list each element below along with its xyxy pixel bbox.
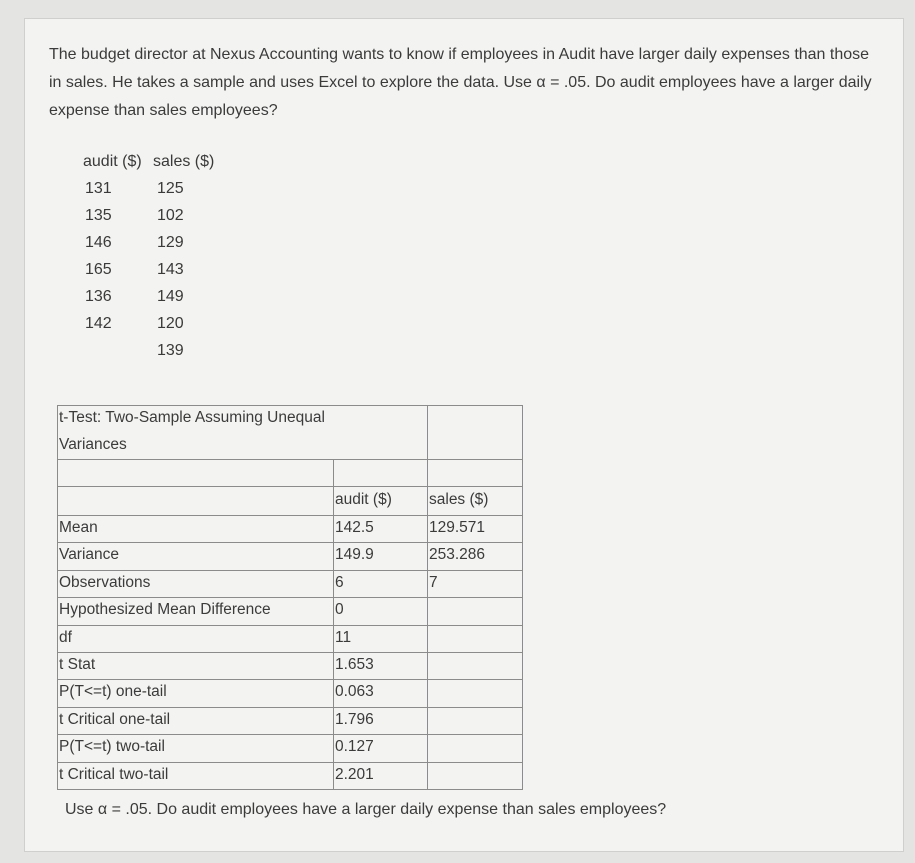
- ttest-audit-value: 142.5: [335, 519, 374, 536]
- sales-value: 125: [157, 180, 184, 197]
- ttest-sales-value: 253.286: [429, 546, 486, 564]
- ttest-title-line1: t-Test: Two-Sample Assuming Unequal: [59, 409, 325, 426]
- ttest-row-label: t Critical one-tail: [59, 710, 171, 728]
- ttest-audit-value: 11: [335, 628, 352, 646]
- sales-value: 149: [157, 288, 184, 305]
- ttest-row-label: Observations: [59, 573, 151, 591]
- problem-statement: The budget director at Nexus Accounting wants to know if employees in Audit have larger daily expenses than those in sales. He takes a sample and uses Excel to explore the data. Use α = .05. Do audit employees have a larger daily expense than sales employees?: [49, 46, 872, 119]
- ttest-audit-value: 0.127: [335, 738, 374, 756]
- sales-value: 102: [157, 207, 184, 224]
- audit-value: 146: [85, 234, 112, 251]
- ttest-audit-value: 6: [335, 573, 344, 591]
- audit-column-header: audit ($): [83, 153, 142, 170]
- ttest-row-label: Mean: [59, 519, 98, 536]
- sales-value: 129: [157, 234, 184, 251]
- sales-value: 143: [157, 261, 184, 278]
- ttest-sales-value: 7: [429, 573, 438, 591]
- worksheet-page: [24, 18, 904, 852]
- ttest-row-label: t Critical two-tail: [59, 765, 169, 783]
- ttest-sales-value: 129.571: [429, 519, 486, 536]
- ttest-audit-value: 0: [335, 601, 344, 619]
- ttest-row-label: Hypothesized Mean Difference: [59, 601, 271, 619]
- ttest-col-sales: sales ($): [429, 491, 489, 508]
- audit-value: 131: [85, 180, 112, 197]
- question-prompt: Use α = .05. Do audit employees have a larger daily expense than sales employees?: [65, 801, 667, 818]
- ttest-output-table: [57, 405, 523, 789]
- sales-value: 139: [157, 342, 184, 359]
- audit-value: 165: [85, 261, 112, 278]
- ttest-audit-value: 149.9: [335, 546, 374, 564]
- ttest-audit-value: 2.201: [335, 765, 374, 783]
- ttest-col-audit: audit ($): [335, 491, 392, 508]
- audit-value: 136: [85, 288, 112, 305]
- ttest-row-label: Variance: [59, 546, 120, 564]
- ttest-row-label: P(T<=t) one-tail: [59, 683, 167, 701]
- ttest-audit-value: 0.063: [335, 683, 374, 701]
- ttest-title-line2: Variances: [59, 436, 127, 453]
- ttest-row-label: df: [59, 628, 72, 646]
- audit-value: 142: [85, 315, 112, 332]
- ttest-audit-value: 1.653: [335, 656, 374, 673]
- ttest-row-label: P(T<=t) two-tail: [59, 738, 165, 756]
- sales-column-header: sales ($): [153, 153, 215, 170]
- ttest-row-label: t Stat: [59, 656, 96, 673]
- ttest-audit-value: 1.796: [335, 710, 374, 728]
- sales-value: 120: [157, 315, 184, 332]
- audit-value: 135: [85, 207, 112, 224]
